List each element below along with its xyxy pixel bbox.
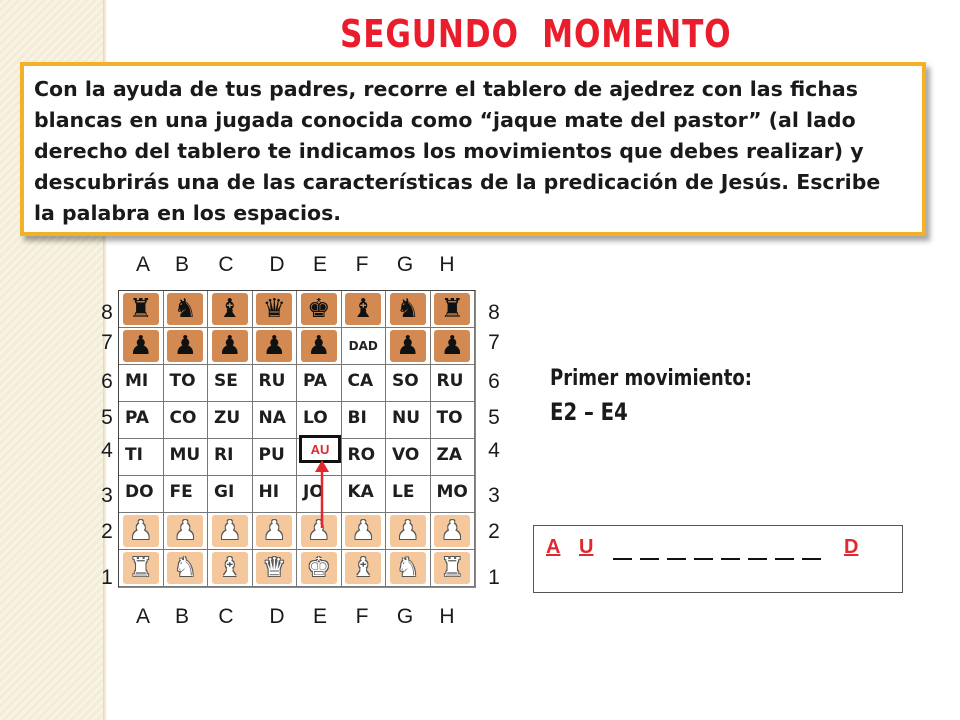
board-cell[interactable] bbox=[164, 402, 209, 439]
board-cell[interactable] bbox=[386, 365, 431, 402]
board-cell[interactable] bbox=[386, 328, 431, 365]
cell-syllable: NU bbox=[392, 408, 421, 428]
column-label: C bbox=[218, 253, 234, 276]
cell-syllable: JO bbox=[303, 482, 324, 502]
black-rook-icon: ♜ bbox=[123, 293, 159, 325]
answer-letter: A bbox=[546, 536, 561, 558]
white-bishop-icon[interactable]: ♝ bbox=[345, 552, 381, 584]
board-cell[interactable] bbox=[253, 291, 298, 328]
black-bishop-icon: ♝ bbox=[212, 293, 248, 325]
board-cell[interactable] bbox=[119, 365, 164, 402]
cell-syllable: GI bbox=[214, 482, 235, 502]
white-pawn-icon[interactable]: ♟ bbox=[212, 515, 248, 547]
board-cell[interactable] bbox=[342, 513, 387, 550]
board-cell[interactable] bbox=[386, 402, 431, 439]
column-label: E bbox=[312, 253, 327, 276]
answer-blank[interactable] bbox=[640, 558, 659, 560]
board-cell[interactable] bbox=[431, 513, 476, 550]
board-cell[interactable] bbox=[297, 291, 342, 328]
board-cell[interactable] bbox=[386, 291, 431, 328]
board-cell[interactable] bbox=[342, 328, 387, 365]
board-cell[interactable] bbox=[119, 513, 164, 550]
column-label: B bbox=[174, 253, 189, 276]
board-cell[interactable] bbox=[431, 365, 476, 402]
instruction-line: Con la ayuda de tus padres, recorre el tablero de ajedrez con las fichas bbox=[34, 77, 858, 101]
row-label: 1 bbox=[488, 566, 500, 589]
column-label: B bbox=[174, 605, 189, 628]
answer-blank[interactable] bbox=[613, 558, 632, 560]
black-pawn-icon: ♟ bbox=[390, 330, 426, 362]
white-king-icon[interactable]: ♚ bbox=[301, 552, 337, 584]
board-cell[interactable] bbox=[164, 513, 209, 550]
column-label: A bbox=[135, 253, 150, 276]
board-cell[interactable] bbox=[208, 550, 253, 587]
cell-syllable: PA bbox=[125, 408, 150, 428]
row-label: 7 bbox=[488, 331, 500, 354]
white-pawn-icon[interactable]: ♟ bbox=[301, 515, 337, 547]
board-cell[interactable] bbox=[431, 439, 476, 476]
cell-syllable: DO bbox=[125, 482, 154, 502]
board-cell[interactable] bbox=[164, 328, 209, 365]
black-rook-icon: ♜ bbox=[434, 293, 470, 325]
column-label: E bbox=[312, 605, 327, 628]
cell-syllable: RU bbox=[436, 371, 464, 391]
black-king-icon: ♚ bbox=[301, 293, 337, 325]
black-bishop-icon: ♝ bbox=[345, 293, 381, 325]
cell-syllable: RI bbox=[214, 445, 234, 465]
cell-syllable: MO bbox=[436, 482, 468, 502]
white-pawn-icon[interactable]: ♟ bbox=[390, 515, 426, 547]
board-cell[interactable] bbox=[431, 291, 476, 328]
black-knight-icon: ♞ bbox=[390, 293, 426, 325]
board-cell[interactable] bbox=[119, 550, 164, 587]
column-labels-bottom bbox=[128, 605, 468, 631]
white-pawn-icon[interactable]: ♟ bbox=[167, 515, 203, 547]
column-label: C bbox=[218, 605, 234, 628]
answer-letter: D bbox=[844, 536, 859, 558]
cell-syllable: KA bbox=[347, 482, 374, 502]
board-cell[interactable] bbox=[297, 328, 342, 365]
black-queen-icon: ♛ bbox=[256, 293, 292, 325]
cell-syllable: PA bbox=[303, 371, 328, 391]
black-pawn-icon: ♟ bbox=[212, 330, 248, 362]
row-label: 3 bbox=[488, 484, 500, 507]
cell-syllable: ZU bbox=[214, 408, 241, 428]
cell-syllable: CA bbox=[347, 371, 374, 391]
instructions-box bbox=[20, 62, 926, 236]
instruction-line: blancas en una jugada conocida como “jaque mate del pastor” (al lado bbox=[34, 108, 856, 132]
column-label: G bbox=[396, 605, 414, 628]
cell-syllable: LO bbox=[303, 408, 328, 428]
answer-blank[interactable] bbox=[802, 558, 821, 560]
row-label: 4 bbox=[488, 439, 500, 462]
board-cell[interactable] bbox=[342, 291, 387, 328]
board-cell[interactable] bbox=[342, 476, 387, 513]
chess-board bbox=[118, 290, 476, 588]
row-label: 2 bbox=[101, 520, 113, 543]
cell-syllable: MI bbox=[125, 371, 149, 391]
column-label: D bbox=[269, 605, 285, 628]
board-cell[interactable] bbox=[297, 365, 342, 402]
row-label: 5 bbox=[488, 406, 500, 429]
column-labels-top bbox=[128, 253, 468, 279]
board-cell[interactable] bbox=[431, 328, 476, 365]
board-cell[interactable] bbox=[164, 439, 209, 476]
black-knight-icon: ♞ bbox=[167, 293, 203, 325]
board-cell[interactable] bbox=[386, 550, 431, 587]
cell-syllable: SO bbox=[392, 371, 419, 391]
board-cell[interactable] bbox=[208, 439, 253, 476]
board-cell[interactable] bbox=[431, 476, 476, 513]
cell-syllable: FE bbox=[169, 482, 193, 502]
white-pawn-icon[interactable]: ♟ bbox=[123, 515, 159, 547]
cell-syllable: RO bbox=[347, 445, 376, 465]
column-label: A bbox=[135, 605, 150, 628]
column-label: D bbox=[269, 253, 285, 276]
board-cell[interactable] bbox=[431, 550, 476, 587]
cell-syllable: BI bbox=[347, 408, 367, 428]
board-cell[interactable] bbox=[164, 476, 209, 513]
cell-syllable: TO bbox=[436, 408, 463, 428]
board-cell[interactable] bbox=[119, 476, 164, 513]
board-cell[interactable] bbox=[253, 365, 298, 402]
white-knight-icon[interactable]: ♞ bbox=[390, 552, 426, 584]
board-cell[interactable] bbox=[164, 550, 209, 587]
move-arrow-icon bbox=[312, 460, 332, 530]
cell-syllable: TO bbox=[169, 371, 196, 391]
answer-blank[interactable] bbox=[667, 558, 686, 560]
cell-syllable: SE bbox=[214, 371, 238, 391]
board-cell[interactable] bbox=[208, 291, 253, 328]
white-bishop-icon[interactable]: ♝ bbox=[212, 552, 248, 584]
board-cell[interactable] bbox=[119, 328, 164, 365]
row-label: 5 bbox=[101, 406, 113, 429]
board-cell[interactable] bbox=[164, 291, 209, 328]
cell-syllable: DAD bbox=[348, 339, 378, 353]
white-rook-icon[interactable]: ♜ bbox=[434, 552, 470, 584]
board-cell[interactable] bbox=[119, 439, 164, 476]
board-cell[interactable] bbox=[297, 550, 342, 587]
answer-letter: U bbox=[579, 536, 594, 558]
white-pawn-icon[interactable]: ♟ bbox=[345, 515, 381, 547]
board-cell[interactable] bbox=[253, 513, 298, 550]
row-label: 4 bbox=[101, 439, 113, 462]
board-cell[interactable] bbox=[253, 476, 298, 513]
board-cell[interactable] bbox=[253, 439, 298, 476]
column-label: G bbox=[396, 253, 414, 276]
cell-syllable: RU bbox=[258, 371, 286, 391]
board-cell[interactable] bbox=[119, 291, 164, 328]
move-title: Primer movimiento: bbox=[550, 366, 752, 391]
board-cell[interactable] bbox=[119, 402, 164, 439]
row-label: 8 bbox=[101, 301, 113, 324]
answer-blank[interactable] bbox=[775, 558, 794, 560]
page-title: SEGUNDO MOMENTO bbox=[340, 12, 732, 56]
white-pawn-icon[interactable]: ♟ bbox=[256, 515, 292, 547]
highlighted-syllable-box: AU bbox=[299, 435, 341, 463]
cell-syllable: MU bbox=[169, 445, 201, 465]
board-cell[interactable] bbox=[164, 365, 209, 402]
cell-syllable: ZA bbox=[436, 445, 462, 465]
board-cell[interactable] bbox=[386, 513, 431, 550]
column-label: F bbox=[355, 253, 369, 276]
instruction-line: descubrirás una de las características de la predicación de Jesús. Escribe bbox=[34, 170, 881, 194]
black-pawn-icon: ♟ bbox=[167, 330, 203, 362]
white-knight-icon[interactable]: ♞ bbox=[167, 552, 203, 584]
black-pawn-icon: ♟ bbox=[434, 330, 470, 362]
cell-syllable: LE bbox=[392, 482, 415, 502]
board-cell[interactable] bbox=[208, 513, 253, 550]
row-label: 7 bbox=[101, 331, 113, 354]
cell-syllable: PU bbox=[258, 445, 285, 465]
row-label: 6 bbox=[488, 370, 500, 393]
black-pawn-icon: ♟ bbox=[256, 330, 292, 362]
board-cell[interactable] bbox=[253, 402, 298, 439]
black-pawn-icon: ♟ bbox=[123, 330, 159, 362]
row-label: 8 bbox=[488, 301, 500, 324]
board-cell[interactable] bbox=[342, 550, 387, 587]
black-pawn-icon: ♟ bbox=[301, 330, 337, 362]
white-queen-icon[interactable]: ♛ bbox=[256, 552, 292, 584]
row-label: 1 bbox=[101, 566, 113, 589]
cell-syllable: CO bbox=[169, 408, 197, 428]
board-cell[interactable] bbox=[431, 402, 476, 439]
board-cell[interactable] bbox=[253, 328, 298, 365]
board-cell[interactable] bbox=[342, 402, 387, 439]
column-label: H bbox=[439, 253, 455, 276]
cell-syllable: HI bbox=[258, 482, 280, 502]
column-label: H bbox=[439, 605, 455, 628]
row-label: 2 bbox=[488, 520, 500, 543]
board-cell[interactable] bbox=[208, 328, 253, 365]
board-cell[interactable] bbox=[208, 476, 253, 513]
board-cell[interactable] bbox=[208, 402, 253, 439]
instruction-line: derecho del tablero te indicamos los movimientos que debes realizar) y bbox=[34, 139, 864, 163]
row-label: 6 bbox=[101, 370, 113, 393]
board-cell[interactable] bbox=[253, 550, 298, 587]
cell-syllable: VO bbox=[392, 445, 420, 465]
board-cell[interactable] bbox=[386, 476, 431, 513]
board-cell[interactable] bbox=[208, 365, 253, 402]
board-cell[interactable] bbox=[342, 365, 387, 402]
move-value: E2 – E4 bbox=[550, 398, 628, 426]
board-cell[interactable] bbox=[297, 402, 342, 439]
answer-blank[interactable] bbox=[748, 558, 767, 560]
cell-syllable: NA bbox=[258, 408, 286, 428]
cell-syllable: TI bbox=[125, 445, 143, 465]
answer-blank[interactable] bbox=[721, 558, 740, 560]
column-label: F bbox=[355, 605, 369, 628]
board-cell[interactable] bbox=[342, 439, 387, 476]
white-pawn-icon[interactable]: ♟ bbox=[434, 515, 470, 547]
instruction-line: la palabra en los espacios. bbox=[34, 201, 342, 225]
answer-blank[interactable] bbox=[694, 558, 713, 560]
board-cell[interactable] bbox=[386, 439, 431, 476]
row-label: 3 bbox=[101, 484, 113, 507]
answer-box bbox=[533, 525, 903, 593]
white-rook-icon[interactable]: ♜ bbox=[123, 552, 159, 584]
